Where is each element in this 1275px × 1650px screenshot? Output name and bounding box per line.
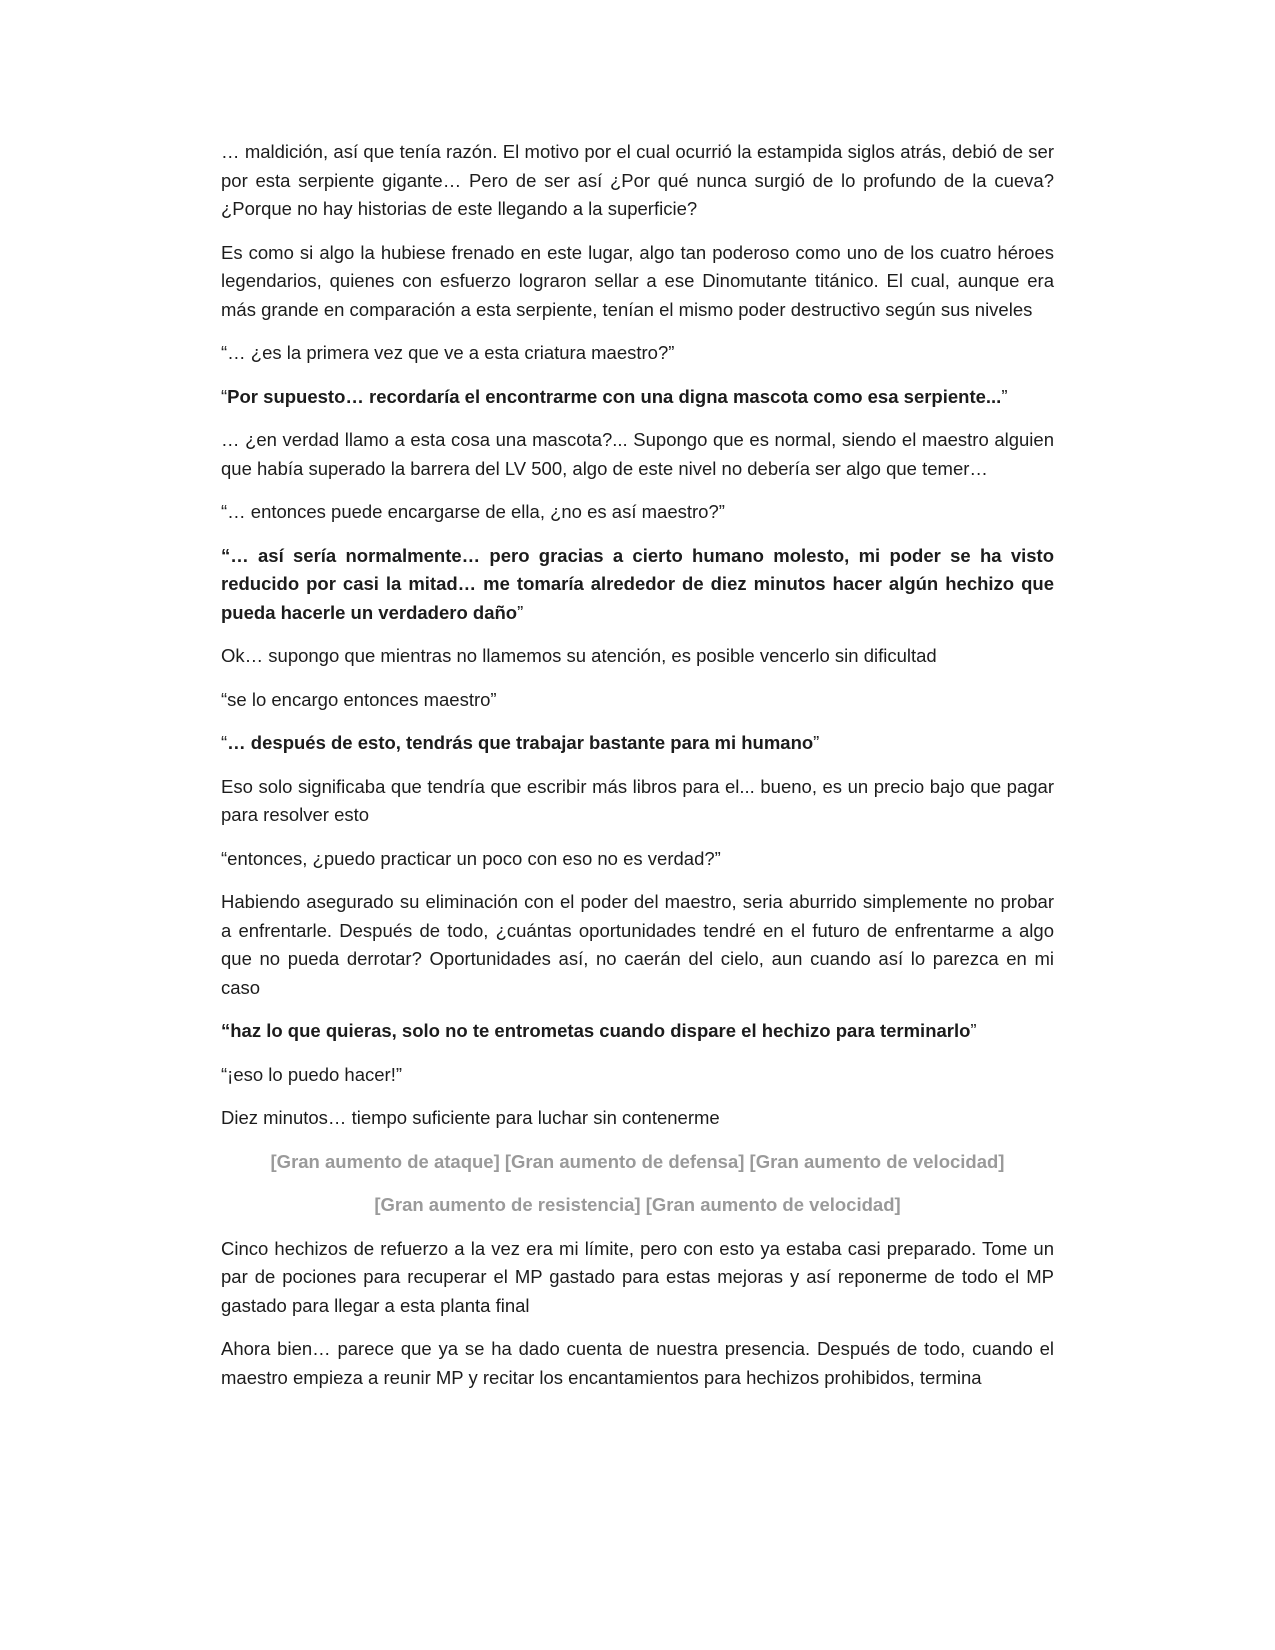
bold-dialogue-line bbox=[221, 729, 1054, 758]
paragraph-8: Ok… supongo que mientras no llamemos su atención, es posible vencerlo sin dificultad bbox=[221, 645, 937, 666]
quote-open: “ bbox=[221, 732, 228, 753]
bold-dialogue-text: … así sería normalmente… pero gracias a cierto humano molesto, mi poder se ha visto reducido por casi la mitad… me tomaría alrededor de diez minutos hacer algún hechizo que pueda hacerle un verdadero daño bbox=[221, 544, 1054, 623]
bold-dialogue-text: … después de esto, tendrás que trabajar bastante para mi humano bbox=[227, 732, 814, 753]
bold-dialogue-line bbox=[221, 1017, 1054, 1046]
bold-dialogue-paragraph bbox=[221, 542, 1054, 628]
paragraph-16: Diez minutos… tiempo suficiente para luchar sin contenerme bbox=[221, 1107, 720, 1128]
document-page bbox=[221, 138, 1054, 1407]
paragraph-2: Es como si algo la hubiese frenado en este lugar, algo tan poderoso como uno de los cuatro héroes legendarios, quienes con esfuerzo lograron sellar a ese Dinomutante titánico. El cual, aunque era más grande en comparación a esta serpiente, tenían el mismo poder destructivo según sus niveles bbox=[221, 241, 1054, 320]
buff-line-1: [Gran aumento de ataque] [Gran aumento de defensa] [Gran aumento de velocidad] bbox=[270, 1150, 1005, 1172]
bold-dialogue-line bbox=[221, 383, 1054, 412]
paragraph-5: … ¿en verdad llamo a esta cosa una mascota?... Supongo que es normal, siendo el maestro alguien que había superado la barrera del LV 500, algo de este nivel no debería ser algo que temer… bbox=[221, 429, 1054, 479]
bold-dialogue-text: Por supuesto… recordaría el encontrarme con una digna mascota como esa serpiente... bbox=[227, 385, 1002, 407]
bold-dialogue-text: haz lo que quieras, solo no te entrometas cuando dispare el hechizo para terminarlo bbox=[230, 1020, 971, 1041]
quote-close: ” bbox=[1001, 385, 1008, 407]
dialogue-line: “¡eso lo puedo hacer!” bbox=[221, 1063, 402, 1085]
dialogue-line: “se lo encargo entonces maestro” bbox=[221, 688, 497, 710]
paragraph-13: Habiendo asegurado su eliminación con el poder del maestro, seria aburrido simplemente no probar a enfrentarle. Después de todo, ¿cuántas oportunidades tendré en el futuro de enfrentarme a algo que no pueda derrotar? Oportunidades así, no caerán del cielo, aun cuando así lo parezca en mi caso bbox=[221, 891, 1054, 998]
paragraph-17: Cinco hechizos de refuerzo a la vez era mi límite, pero con esto ya estaba casi preparado. Tome un par de pociones para recuperar el MP gastado para estas mejoras y así reponerme de todo el MP gastado para llegar a esta planta final bbox=[221, 1237, 1054, 1316]
quote-close: ” bbox=[517, 601, 524, 623]
quote-open: “ bbox=[221, 1020, 231, 1041]
paragraph-18: Ahora bien… parece que ya se ha dado cuenta de nuestra presencia. Después de todo, cuando el maestro empieza a reunir MP y recitar los encantamientos para hechizos prohibidos, termina bbox=[221, 1338, 1054, 1388]
quote-close: ” bbox=[970, 1020, 977, 1041]
dialogue-line: “… entonces puede encargarse de ella, ¿no es así maestro?” bbox=[221, 501, 725, 522]
dialogue-line: “… ¿es la primera vez que ve a esta criatura maestro?” bbox=[221, 342, 675, 363]
dialogue-line: “entonces, ¿puedo practicar un poco con eso no es verdad?” bbox=[221, 847, 721, 869]
quote-close: ” bbox=[813, 732, 820, 753]
quote-open: “ bbox=[221, 544, 231, 566]
buff-line-2: [Gran aumento de resistencia] [Gran aumento de velocidad] bbox=[374, 1194, 901, 1215]
quote-open: “ bbox=[221, 385, 228, 407]
paragraph-11: Eso solo significaba que tendría que escribir más libros para el... bueno, es un precio bajo que pagar para resolver esto bbox=[221, 775, 1054, 825]
paragraph-1: … maldición, así que tenía razón. El motivo por el cual ocurrió la estampida siglos atrás, debió de ser por esta serpiente gigante… Pero de ser así ¿Por qué nunca surgió de lo profundo de la cueva? ¿Porque no hay historias de este llegando a la superficie? bbox=[221, 141, 1054, 219]
